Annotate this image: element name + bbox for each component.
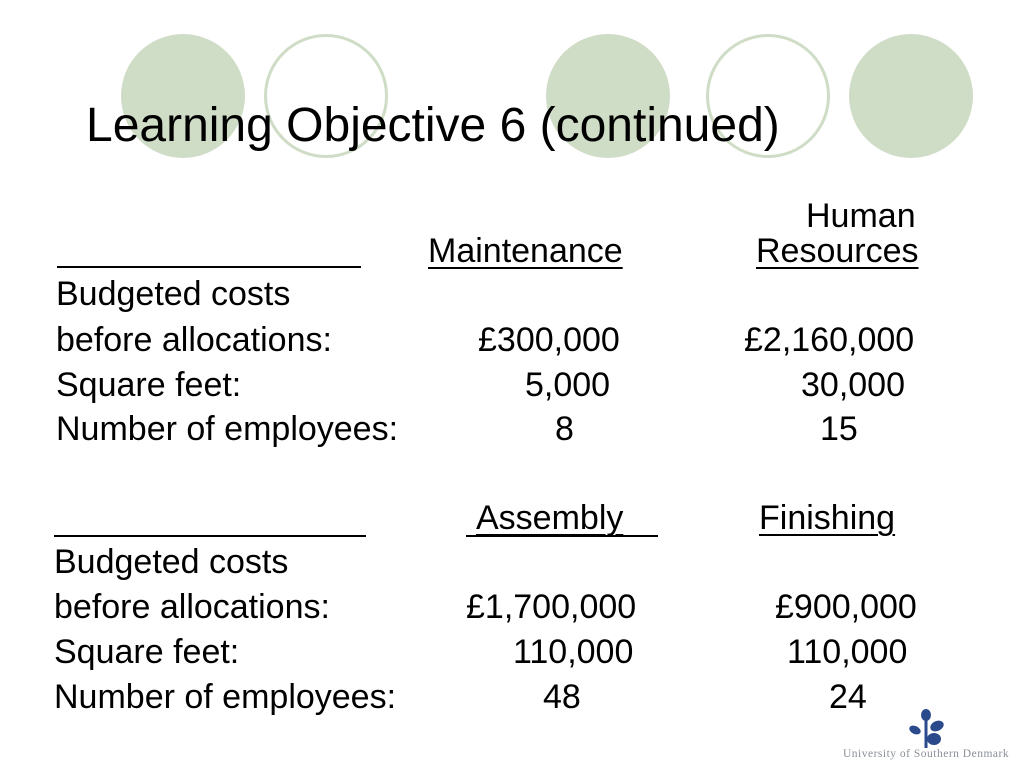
table1-row-label: Number of employees: [56, 410, 399, 448]
table2-col0-underline [466, 535, 658, 537]
university-logo-text: University of Southern Denmark [843, 748, 1010, 760]
table2-blank-header-line [54, 535, 366, 537]
table1-cell-hr: 30,000 [801, 366, 905, 404]
table2-row-label: Budgeted costs [54, 543, 289, 581]
table2-col1-header: Finishing [759, 499, 896, 537]
table2-cell-finishing: 24 [829, 678, 867, 716]
table1-blank-header-line [57, 266, 361, 268]
table1-cell-hr: 15 [820, 410, 858, 448]
table2-cell-finishing: £900,000 [775, 588, 917, 626]
table1-col1-header-line2: Resources [756, 232, 919, 270]
table1-col1-header-line1: Human [806, 197, 916, 235]
table2-row-label: Number of employees: [54, 678, 397, 716]
table1-cell-maintenance: £300,000 [478, 321, 620, 359]
table2-cell-finishing: 110,000 [787, 633, 908, 671]
table2-cell-assembly: 110,000 [513, 633, 634, 671]
slide-title: Learning Objective 6 (continued) [86, 99, 780, 152]
table2-cell-assembly: 48 [543, 678, 581, 716]
decor-circle-5 [849, 34, 973, 158]
table1-row-label: Square feet: [56, 366, 242, 404]
table1-cell-maintenance: 5,000 [525, 366, 611, 404]
table1-cell-maintenance: 8 [555, 410, 574, 448]
table1-row-label: Budgeted costs [56, 275, 291, 313]
table1-row-label: before allocations: [56, 321, 332, 359]
table2-row-label: Square feet: [54, 633, 240, 671]
table1-cell-hr: £2,160,000 [744, 321, 915, 359]
table1-col0-header: Maintenance [428, 232, 623, 270]
table2-col0-header: Assembly [476, 499, 624, 537]
table2-cell-assembly: £1,700,000 [466, 588, 637, 626]
table2-row-label: before allocations: [54, 588, 330, 626]
